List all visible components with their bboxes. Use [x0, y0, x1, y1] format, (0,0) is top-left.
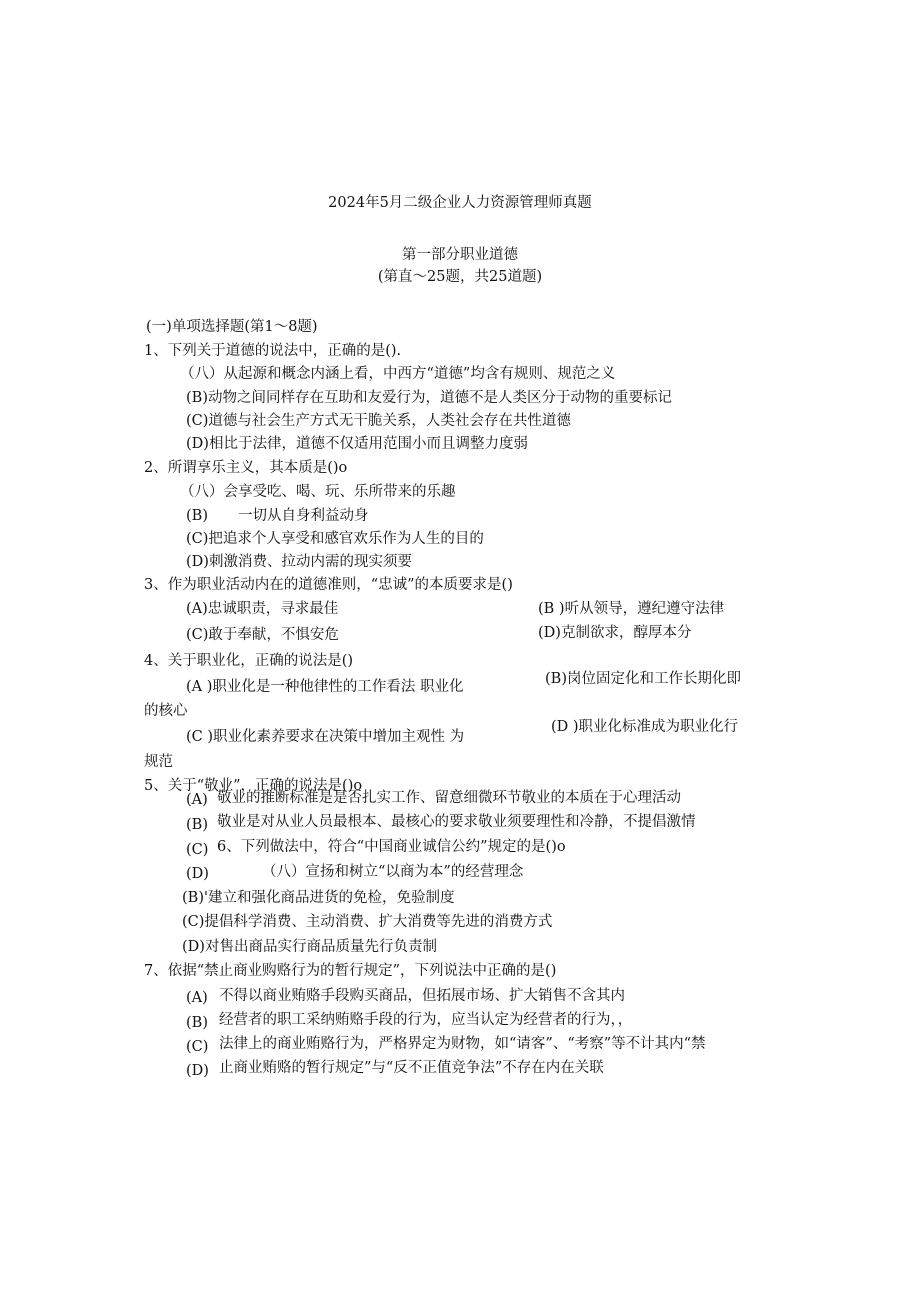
q5-option-d-label: (D)	[186, 866, 209, 882]
q7-option-b: 经营者的职工采纳贿赂手段的行为，应当认定为经营者的行为，，	[219, 1012, 633, 1028]
q6-option-d: (D)对售出商品实行商品质量先行负责制	[182, 939, 437, 955]
q3-option-d: (D)克制欲求，醇厚本分	[538, 625, 692, 641]
q6-option-c: (C)提倡科学消费、主动消费、扩大消费等先进的消费方式	[182, 914, 553, 930]
q3-option-c: (C)敢于奉献，不惧安危	[186, 627, 339, 643]
q4-option-a-continued: 的核心	[144, 703, 188, 719]
q4-option-a: (A )职业化是一种他律性的工作看法 职业化	[186, 679, 464, 695]
q4-option-b: (B)岗位固定化和工作长期化即	[545, 671, 741, 687]
q1-option-c: (C)道德与社会生产方式无干脆关系，人类社会存在共性道德	[186, 413, 571, 429]
q6-option-b: (B)'建立和强化商品进货的免检，免验制度	[182, 890, 455, 906]
q1-stem: 1、下列关于道德的说法中，正确的是().	[144, 343, 402, 359]
q5-option-a: 敬业的推断标准是是否扎实工作、留意细微环节敬业的本质在于心理活动	[217, 790, 681, 806]
q3-option-a: (A)忠诚职责，寻求最佳	[186, 601, 339, 617]
q7-stem: 7、依据“禁止商业购赂行为的暂行规定”，下列说法中正确的是()	[144, 963, 557, 979]
q7-option-c: 法律上的商业贿赂行为，严格界定为财物，如“请客”、“考察”等不计其内“禁	[219, 1036, 706, 1052]
q2-option-d: (D)刺激消费、拉动内需的现实须要	[186, 554, 412, 570]
q5-stem-text: 5、关于“敬业”，正确的说法是()o	[144, 778, 363, 794]
q7-option-c-label: (C)	[186, 1039, 209, 1055]
q5-stem-clipped	[144, 776, 363, 794]
q2-option-c: (C)把追求个人享受和感官欢乐作为人生的目的	[186, 531, 484, 547]
q2-option-a: （八）会享受吃、喝、玩、乐所带来的乐趣	[180, 484, 456, 500]
q5-option-b-label: (B)	[186, 817, 208, 833]
part-heading: 第一部分职业道德	[402, 247, 518, 263]
q7-option-d-label: (D)	[186, 1063, 209, 1079]
q4-option-d: (D )职业化标准成为职业化行	[551, 719, 739, 735]
q3-stem: 3、作为职业活动内在的道德准则，“忠诚”的本质要求是()	[144, 577, 513, 593]
q4-option-c-continued: 规范	[144, 754, 173, 770]
q7-option-a: 不得以商业贿赂手段购买商品，但拓展市场、扩大销售不含其内	[219, 988, 625, 1004]
q2-stem: 2、所谓享乐主义，其本质是()o	[144, 460, 348, 476]
q6-stem: 6、下列做法中，符合“中国商业诚信公约”规定的是()o	[217, 839, 566, 855]
q5-option-a-label: (A)	[186, 792, 208, 808]
q2-option-b-label: (B)	[186, 508, 208, 524]
q5-option-c-label: (C)	[186, 842, 209, 858]
q6-option-a: （八）宣扬和树立“以商为本”的经营理念	[262, 864, 524, 880]
q1-option-a: （八）从起源和概念内涵上看，中西方“道德”均含有规则、规范之义	[180, 366, 616, 382]
q4-stem: 4、关于职业化，正确的说法是()	[144, 653, 354, 669]
q7-option-a-label: (A)	[186, 990, 208, 1006]
q1-option-b: (B)动物之间同样存在互助和友爱行为，道德不是人类区分于动物的重要标记	[186, 390, 672, 406]
section-heading: (一)单项选择题(第1～8题)	[146, 319, 318, 335]
q1-option-d: (D)相比于法律，道德不仅适用范围小而且调整力度弱	[186, 436, 528, 452]
q7-option-d: 止商业贿赂的暂行规定”与“反不正值竞争法”不存在内在关联	[219, 1060, 604, 1076]
part-range: (第直～25题，共25道题)	[377, 269, 543, 285]
q4-option-c: (C )职业化素养要求在决策中增加主观性 为	[186, 729, 465, 745]
q7-option-b-label: (B)	[186, 1015, 208, 1031]
q3-option-b: (B )听从领导，遵纪遵守法律	[538, 601, 725, 617]
q2-option-b: 一切从自身利益动身	[238, 508, 369, 524]
q5-option-b: 敬业是对从业人员最根本、最核心的要求敬业须要理性和冷静，不提倡激情	[217, 814, 696, 830]
page-title: 2024年5月二级企业人力资源管理师真题	[328, 195, 592, 211]
